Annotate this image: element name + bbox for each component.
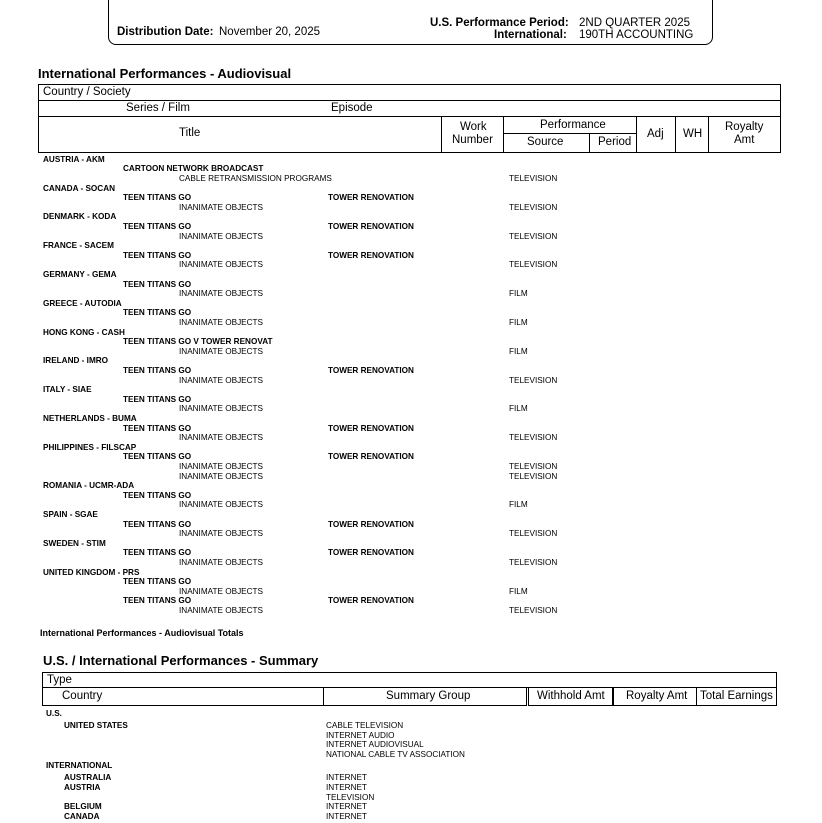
av-row-series: CARTOON NETWORK BROADCAST	[123, 164, 264, 173]
av-row-title: INANIMATE OBJECTS	[179, 462, 264, 471]
av-row	[0, 510, 822, 520]
av-row	[0, 270, 822, 280]
av-row-episode: TOWER RENOVATION	[328, 366, 414, 375]
av-row-country: DENMARK - KODA	[43, 212, 117, 221]
av-row-source: FILM	[509, 500, 528, 509]
av-row	[0, 558, 822, 568]
av-row-title: INANIMATE OBJECTS	[179, 500, 264, 509]
av-row-country: FRANCE - SACEM	[43, 241, 114, 250]
av-row	[0, 174, 822, 184]
av-row	[0, 222, 822, 232]
av-row-series: TEEN TITANS GO	[123, 596, 192, 605]
av-row	[0, 308, 822, 318]
summary-row-group: INTERNET	[326, 812, 367, 821]
summary-section-title: U.S. / International Performances - Summary	[43, 653, 319, 668]
summary-row-country: CANADA	[64, 812, 100, 821]
av-row-title: INANIMATE OBJECTS	[179, 376, 264, 385]
av-row	[0, 356, 822, 366]
summary-col-group: Summary Group	[386, 690, 471, 702]
summary-row-group: INTERNET AUDIO	[326, 731, 395, 740]
av-main-header-row	[38, 116, 781, 153]
av-row-country: ROMANIA - UCMR-ADA	[43, 481, 135, 490]
av-row	[0, 260, 822, 270]
av-row-source: TELEVISION	[509, 472, 558, 481]
av-row-series: TEEN TITANS GO V TOWER RENOVAT	[123, 337, 273, 346]
av-row-title: INANIMATE OBJECTS	[179, 529, 264, 538]
summary-row-group: INTERNET AUDIOVISUAL	[326, 740, 424, 749]
summary-row	[0, 783, 822, 793]
av-row-episode: TOWER RENOVATION	[328, 452, 414, 461]
av-row-country: GREECE - AUTODIA	[43, 299, 122, 308]
av-row-title: INANIMATE OBJECTS	[179, 472, 264, 481]
av-row-country: CANADA - SOCAN	[43, 184, 116, 193]
av-row	[0, 241, 822, 251]
av-row-source: FILM	[509, 347, 528, 356]
av-row	[0, 481, 822, 491]
av-row-source: FILM	[509, 404, 528, 413]
av-row-series: TEEN TITANS GO	[123, 491, 192, 500]
summary-row	[0, 802, 822, 812]
summary-row-type: INTERNATIONAL	[46, 761, 113, 770]
av-row-country: ITALY - SIAE	[43, 385, 92, 394]
summary-row-country: AUSTRIA	[64, 783, 101, 792]
av-row	[0, 500, 822, 510]
summary-col-country: Country	[62, 690, 103, 702]
av-col-performance: Performance	[540, 119, 606, 131]
av-row-series: TEEN TITANS GO	[123, 251, 192, 260]
av-col-period: Period	[598, 136, 632, 148]
av-row-country: NETHERLANDS - BUMA	[43, 414, 137, 423]
distribution-date-label: Distribution Date:	[117, 26, 214, 38]
summary-row	[0, 761, 822, 771]
av-row-title: INANIMATE OBJECTS	[179, 558, 264, 567]
av-col-number: Number	[452, 134, 493, 146]
av-col-title: Title	[179, 127, 201, 139]
av-row	[0, 366, 822, 376]
av-row	[0, 193, 822, 203]
av-section-title: International Performances - Audiovisual	[38, 66, 292, 81]
av-row	[0, 212, 822, 222]
av-row-title: CABLE RETRANSMISSION PROGRAMS	[179, 174, 332, 183]
av-col-amt: Amt	[734, 134, 755, 146]
av-row-country: UNITED KINGDOM - PRS	[43, 568, 140, 577]
av-row-source: TELEVISION	[509, 433, 558, 442]
av-country-header-row	[38, 84, 781, 101]
av-row-title: INANIMATE OBJECTS	[179, 606, 264, 615]
av-row-series: TEEN TITANS GO	[123, 577, 192, 586]
summary-row-group: INTERNET	[326, 783, 367, 792]
av-col-adj: Adj	[647, 128, 664, 140]
summary-row	[0, 740, 822, 750]
summary-row	[0, 773, 822, 783]
av-totals-label: International Performances - Audiovisual Totals	[40, 628, 244, 638]
av-row-episode: TOWER RENOVATION	[328, 548, 414, 557]
summary-row	[0, 709, 822, 719]
av-row	[0, 462, 822, 472]
summary-col-withhold: Withhold Amt	[537, 690, 605, 702]
av-col-royalty: Royalty	[725, 121, 764, 133]
us-period-value: 2ND QUARTER 2025	[579, 17, 690, 29]
av-row-country: SPAIN - SGAE	[43, 510, 98, 519]
av-row-country: IRELAND - IMRO	[43, 356, 109, 365]
international-label: International:	[494, 29, 567, 41]
av-row-series: TEEN TITANS GO	[123, 424, 192, 433]
av-row	[0, 433, 822, 443]
av-row-series: TEEN TITANS GO	[123, 452, 192, 461]
av-row-title: INANIMATE OBJECTS	[179, 318, 264, 327]
av-row-episode: TOWER RENOVATION	[328, 596, 414, 605]
distribution-date-value: November 20, 2025	[219, 26, 321, 38]
av-col-episode: Episode	[331, 102, 373, 114]
av-row-source: FILM	[509, 289, 528, 298]
av-row-series: TEEN TITANS GO	[123, 193, 192, 202]
av-row-series: TEEN TITANS GO	[123, 548, 192, 557]
av-col-country: Country / Society	[43, 86, 131, 98]
av-row-title: INANIMATE OBJECTS	[179, 404, 264, 413]
av-row	[0, 529, 822, 539]
us-period-label: U.S. Performance Period:	[430, 17, 569, 29]
av-row-source: TELEVISION	[509, 558, 558, 567]
summary-row-group: INTERNET	[326, 773, 367, 782]
av-row-title: INANIMATE OBJECTS	[179, 203, 264, 212]
summary-row	[0, 812, 822, 822]
av-row	[0, 577, 822, 587]
summary-col-royalty: Royalty Amt	[626, 690, 688, 702]
av-row	[0, 414, 822, 424]
av-row-title: INANIMATE OBJECTS	[179, 260, 264, 269]
av-row-source: TELEVISION	[509, 529, 558, 538]
av-col-source: Source	[527, 136, 564, 148]
av-row-country: GERMANY - GEMA	[43, 270, 117, 279]
av-row	[0, 289, 822, 299]
summary-row-group: CABLE TELEVISION	[326, 721, 404, 730]
av-row-title: INANIMATE OBJECTS	[179, 232, 264, 241]
av-row	[0, 548, 822, 558]
av-row-source: TELEVISION	[509, 462, 558, 471]
av-row-episode: TOWER RENOVATION	[328, 222, 414, 231]
summary-row-group: TELEVISION	[326, 793, 375, 802]
av-row-country: AUSTRIA - AKM	[43, 155, 105, 164]
av-row-series: TEEN TITANS GO	[123, 222, 192, 231]
av-row-source: FILM	[509, 587, 528, 596]
av-row	[0, 606, 822, 616]
av-col-series: Series / Film	[126, 102, 190, 114]
av-row-source: TELEVISION	[509, 203, 558, 212]
av-row	[0, 164, 822, 174]
international-value: 190TH ACCOUNTING	[579, 29, 694, 41]
summary-row-group: INTERNET	[326, 802, 367, 811]
av-row	[0, 318, 822, 328]
av-row-source: TELEVISION	[509, 606, 558, 615]
av-row-episode: TOWER RENOVATION	[328, 193, 414, 202]
av-row-title: INANIMATE OBJECTS	[179, 347, 264, 356]
summary-col-type: Type	[47, 674, 72, 686]
av-row	[0, 337, 822, 347]
av-row-country: PHILIPPINES - FILSCAP	[43, 443, 137, 452]
summary-row-group: NATIONAL CABLE TV ASSOCIATION	[326, 750, 465, 759]
av-row-series: TEEN TITANS GO	[123, 395, 192, 404]
summary-row-country: UNITED STATES	[64, 721, 128, 730]
av-row-series: TEEN TITANS GO	[123, 280, 192, 289]
av-row-source: TELEVISION	[509, 174, 558, 183]
av-col-work: Work	[460, 121, 487, 133]
summary-type-header-row	[42, 672, 777, 688]
av-row-series: TEEN TITANS GO	[123, 308, 192, 317]
av-row-episode: TOWER RENOVATION	[328, 424, 414, 433]
av-row	[0, 404, 822, 414]
av-row-episode: TOWER RENOVATION	[328, 251, 414, 260]
av-row	[0, 385, 822, 395]
av-row-episode: TOWER RENOVATION	[328, 520, 414, 529]
av-row-country: SWEDEN - STIM	[43, 539, 106, 548]
av-row-source: FILM	[509, 318, 528, 327]
av-row	[0, 452, 822, 462]
summary-col-total: Total Earnings	[700, 690, 773, 702]
av-col-wh: WH	[683, 128, 703, 140]
av-row-title: INANIMATE OBJECTS	[179, 289, 264, 298]
av-row-title: INANIMATE OBJECTS	[179, 587, 264, 596]
av-row-source: TELEVISION	[509, 232, 558, 241]
av-row-source: TELEVISION	[509, 260, 558, 269]
av-row-series: TEEN TITANS GO	[123, 520, 192, 529]
summary-row	[0, 750, 822, 760]
summary-row	[0, 721, 822, 731]
av-row-country: HONG KONG - CASH	[43, 328, 125, 337]
av-row-series: TEEN TITANS GO	[123, 366, 192, 375]
av-row-title: INANIMATE OBJECTS	[179, 433, 264, 442]
summary-row-country: AUSTRALIA	[64, 773, 112, 782]
summary-row-country: BELGIUM	[64, 802, 102, 811]
av-row	[0, 596, 822, 606]
av-row-source: TELEVISION	[509, 376, 558, 385]
summary-row-type: U.S.	[46, 709, 62, 718]
